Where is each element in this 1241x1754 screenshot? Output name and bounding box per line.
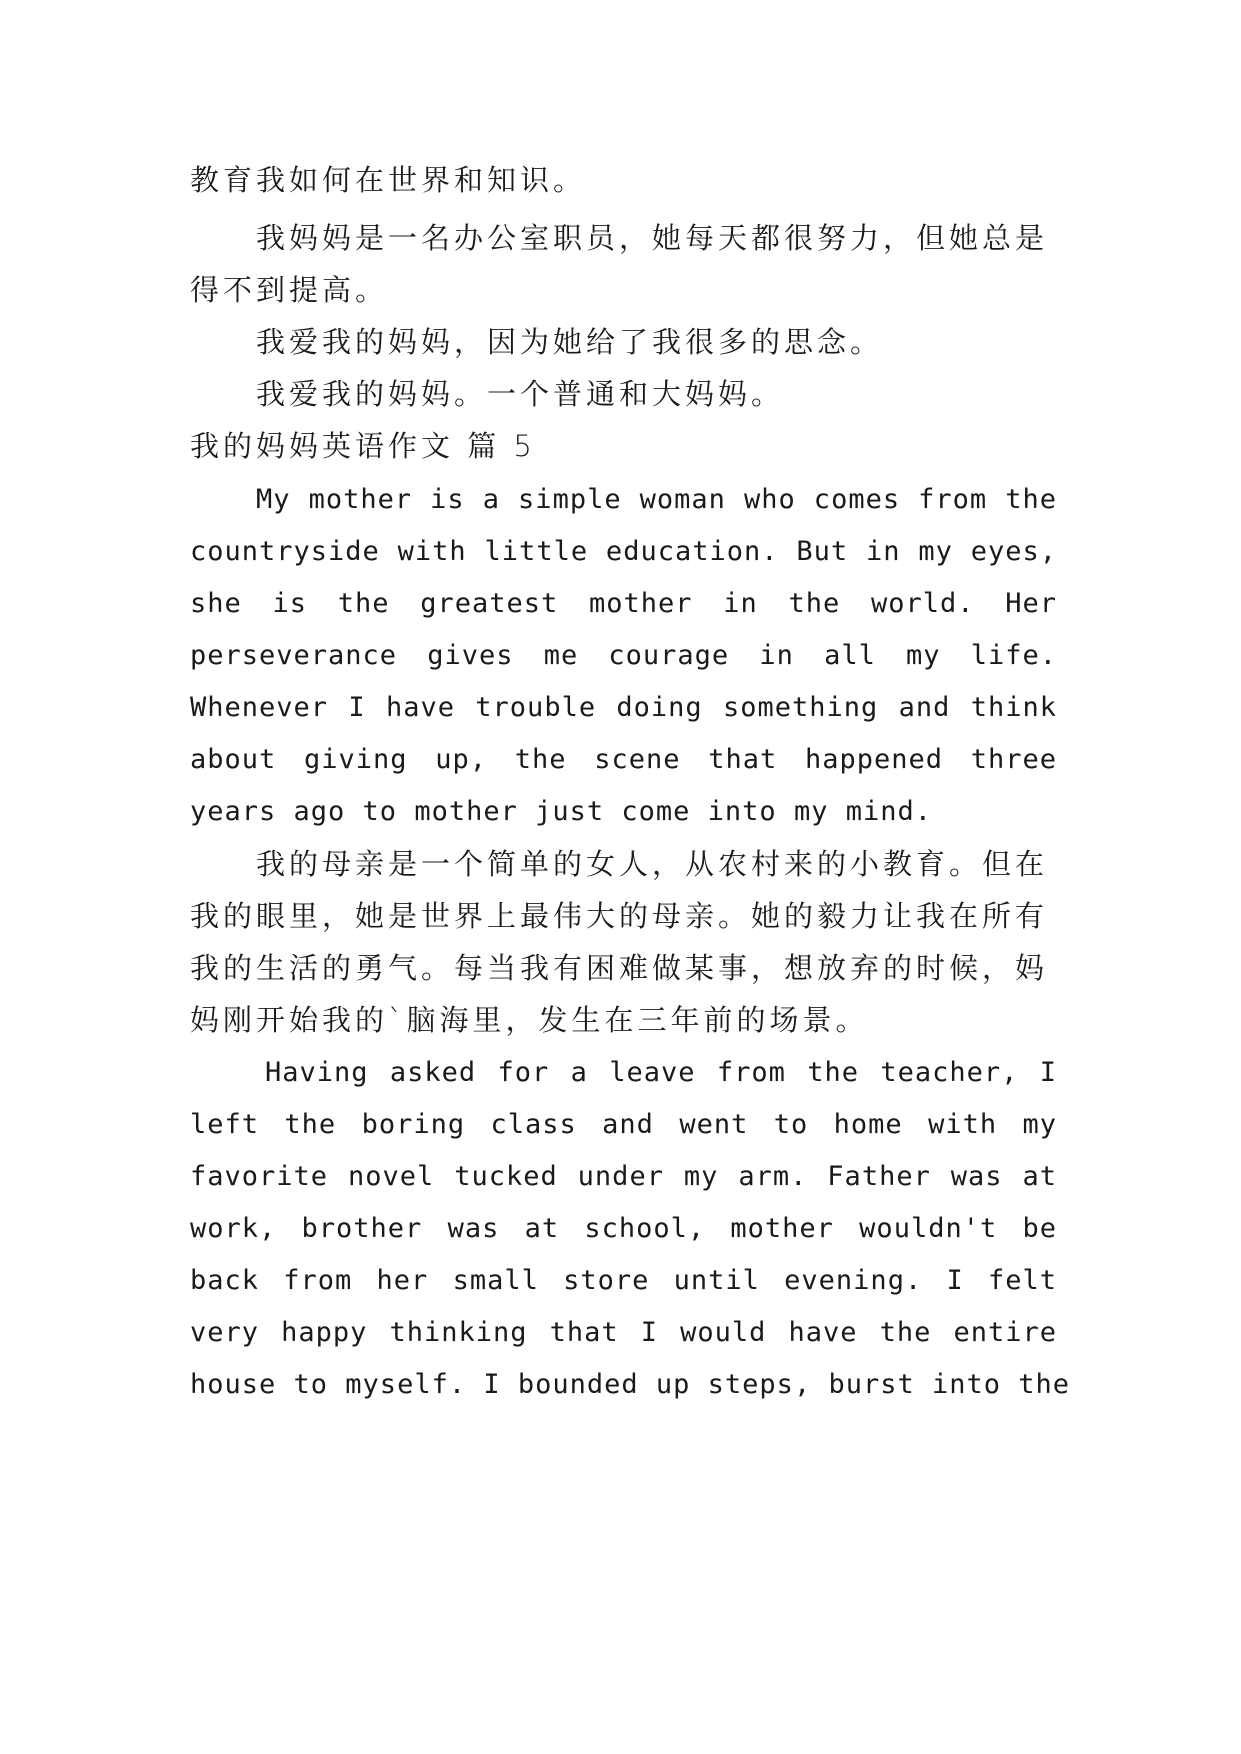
text-line: 我的母亲是一个简单的女人，从农村来的小教育。但在 — [256, 847, 1049, 881]
text-line: about giving up, the scene that happened three — [190, 744, 1057, 775]
text-line: perseverance gives me courage in all my life. — [190, 640, 1057, 671]
text-line: 我的眼里，她是世界上最伟大的母亲。她的毅力让我在所有 — [190, 899, 1049, 933]
text-line: 我的生活的勇气。每当我有困难做某事，想放弃的时候，妈 — [190, 951, 1049, 985]
text-line: 我爱我的妈妈。一个普通和大妈妈。 — [256, 377, 785, 411]
text-line: 我妈妈是一名办公室职员，她每天都很努力，但她总是 — [256, 221, 1049, 255]
text-line: My mother is a simple woman who comes from the — [256, 484, 1057, 515]
text-line: Having asked for a leave from the teacher, I — [265, 1057, 1057, 1088]
text-line: left the boring class and went to home with my — [190, 1109, 1057, 1140]
text-line: work, brother was at school, mother wouldn't be — [190, 1213, 1057, 1244]
text-line: she is the greatest mother in the world. Her — [190, 588, 1057, 619]
text-line: favorite novel tucked under my arm. Father was at — [190, 1161, 1057, 1192]
text-line: Whenever I have trouble doing something and think — [190, 692, 1057, 723]
text-line: 我爱我的妈妈，因为她给了我很多的思念。 — [256, 325, 884, 359]
text-line: 教育我如何在世界和知识。 — [190, 163, 587, 197]
text-line: countryside with little education. But in my eyes, — [190, 536, 1057, 567]
text-line: back from her small store until evening. I felt — [190, 1265, 1057, 1296]
text-line: years ago to mother just come into my mind. — [190, 796, 932, 827]
section-heading: 我的妈妈英语作文 篇 5 — [190, 429, 536, 463]
text-line: 得不到提高。 — [190, 273, 389, 307]
text-line: very happy thinking that I would have the entire — [190, 1317, 1057, 1348]
text-line: house to myself. I bounded up steps, burst into the — [190, 1369, 1071, 1400]
text-line: 妈刚开始我的`脑海里，发生在三年前的场景。 — [190, 1003, 869, 1037]
